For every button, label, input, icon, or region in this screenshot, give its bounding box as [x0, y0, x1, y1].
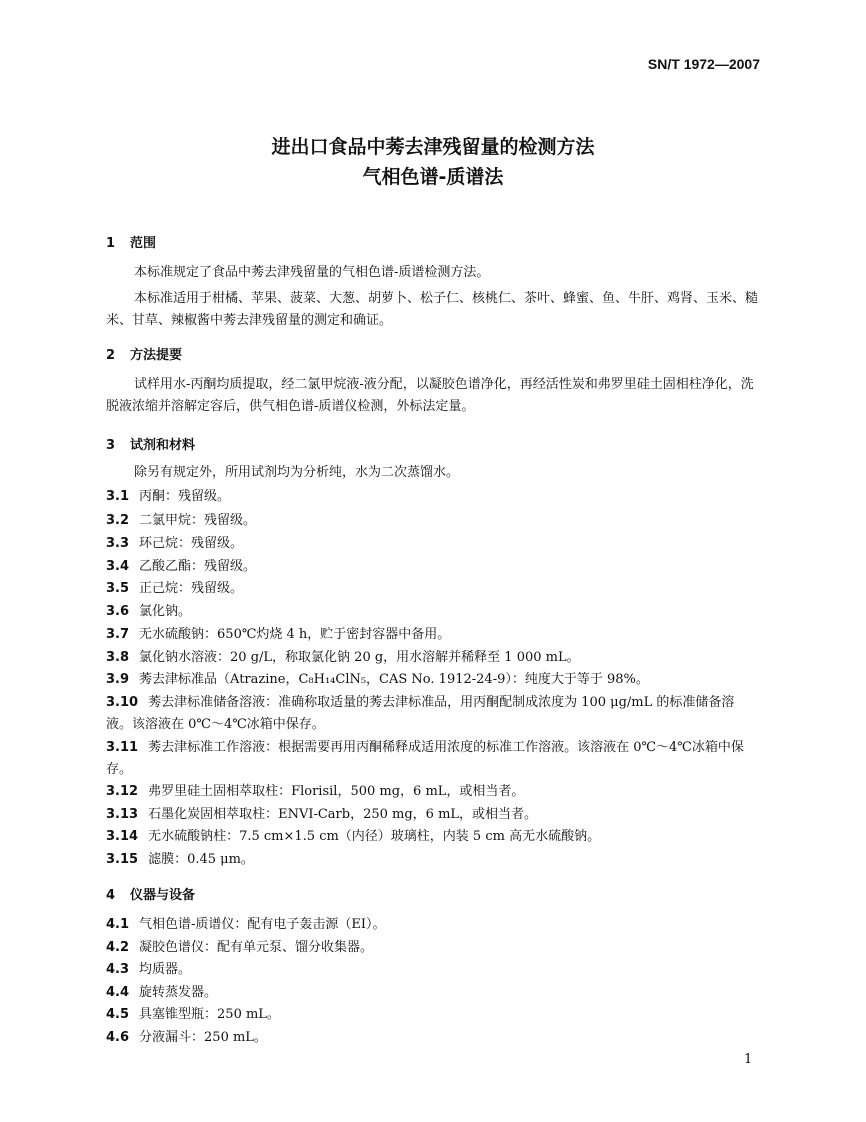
list-item: 3.14 无水硫酸钠柱：7.5 cm×1.5 cm（内径）玻璃柱，内装 5 cm 高无水硫酸钠。 [106, 829, 601, 844]
list-item: 3.3 环己烷：残留级。 [106, 536, 244, 551]
list-item: 3.1 丙酮：残留级。 [106, 489, 231, 504]
list-item: 3.2 二氯甲烷：残留级。 [106, 513, 257, 528]
list-item: 3.9 莠去津标准品（Atrazine，C₈H₁₄ClN₅，CAS No. 1912-24-9）：纯度大于等于 98%。 [106, 672, 649, 687]
list-item: 4.1 气相色谱-质谱仪：配有电子轰击源（EI）。 [106, 917, 386, 932]
section-heading-method: 2 方法提要 [106, 348, 183, 363]
list-item: 3.4 乙酸乙酯：残留级。 [106, 559, 257, 574]
section-heading-reagents: 3 试剂和材料 [106, 438, 196, 453]
list-item: 3.12 弗罗里硅土固相萃取柱：Florisil，500 mg，6 mL，或相当者。 [106, 784, 525, 799]
list-item: 3.11 莠去津标准工作溶液：根据需要再用丙酮稀释成适用浓度的标准工作溶液。该溶液在 0℃～4℃冰箱中保存。 [106, 740, 744, 777]
list-item: 4.6 分液漏斗：250 mL。 [106, 1030, 267, 1045]
list-item: 3.10 莠去津标准储备溶液：准确称取适量的莠去津标准品，用丙酮配制成浓度为 100 μg/mL 的标准储备溶液。该溶液在 0℃～4℃冰箱中保存。 [106, 695, 735, 732]
document-subtitle: 气相色谱-质谱法 [362, 166, 504, 188]
section-heading-apparatus: 4 仪器与设备 [106, 888, 196, 903]
list-item: 3.8 氯化钠水溶液：20 g/L，称取氯化钠 20 g，用水溶解并稀释至 1 000 mL。 [106, 650, 580, 665]
list-item: 4.3 均质器。 [106, 962, 192, 977]
scope-paragraph-1: 本标准规定了食品中莠去津残留量的气相色谱-质谱检测方法。 [134, 265, 490, 280]
standard-code: SN/T 1972—2007 [647, 56, 760, 72]
scope-paragraph-2: 本标准适用于柑橘、苹果、菠菜、大葱、胡萝卜、松子仁、核桃仁、茶叶、蜂蜜、鱼、牛肝、鸡肾、玉米、糙米、甘草、辣椒酱中莠去津残留量的测定和确证。 [106, 291, 759, 328]
reagents-intro: 除另有规定外，所用试剂均为分析纯，水为二次蒸馏水。 [134, 465, 460, 480]
list-item: 3.6 氯化钠。 [106, 604, 192, 619]
list-item: 3.13 石墨化炭固相萃取柱：ENVI-Carb，250 mg，6 mL，或相当者。 [106, 807, 538, 822]
section-heading-scope: 1 范围 [106, 236, 157, 251]
list-item: 3.7 无水硫酸钠：650℃灼烧 4 h，贮于密封容器中备用。 [106, 627, 451, 642]
list-item: 3.5 正己烷：残留级。 [106, 581, 244, 596]
list-item: 4.2 凝胶色谱仪：配有单元泵、馏分收集器。 [106, 940, 374, 955]
document-title: 进出口食品中莠去津残留量的检测方法 [271, 136, 595, 158]
list-item: 4.5 具塞锥型瓶：250 mL。 [106, 1007, 280, 1022]
list-item: 4.4 旋转蒸发器。 [106, 985, 218, 1000]
method-paragraph: 试样用水-丙酮均质提取，经二氯甲烷液-液分配，以凝胶色谱净化，再经活性炭和弗罗里硅土固相柱净化，洗脱液浓缩并溶解定容后，供气相色谱-质谱仪检测，外标法定量。 [106, 377, 754, 414]
list-item: 3.15 滤膜：0.45 μm。 [106, 852, 254, 867]
page-number: 1 [744, 1052, 753, 1067]
